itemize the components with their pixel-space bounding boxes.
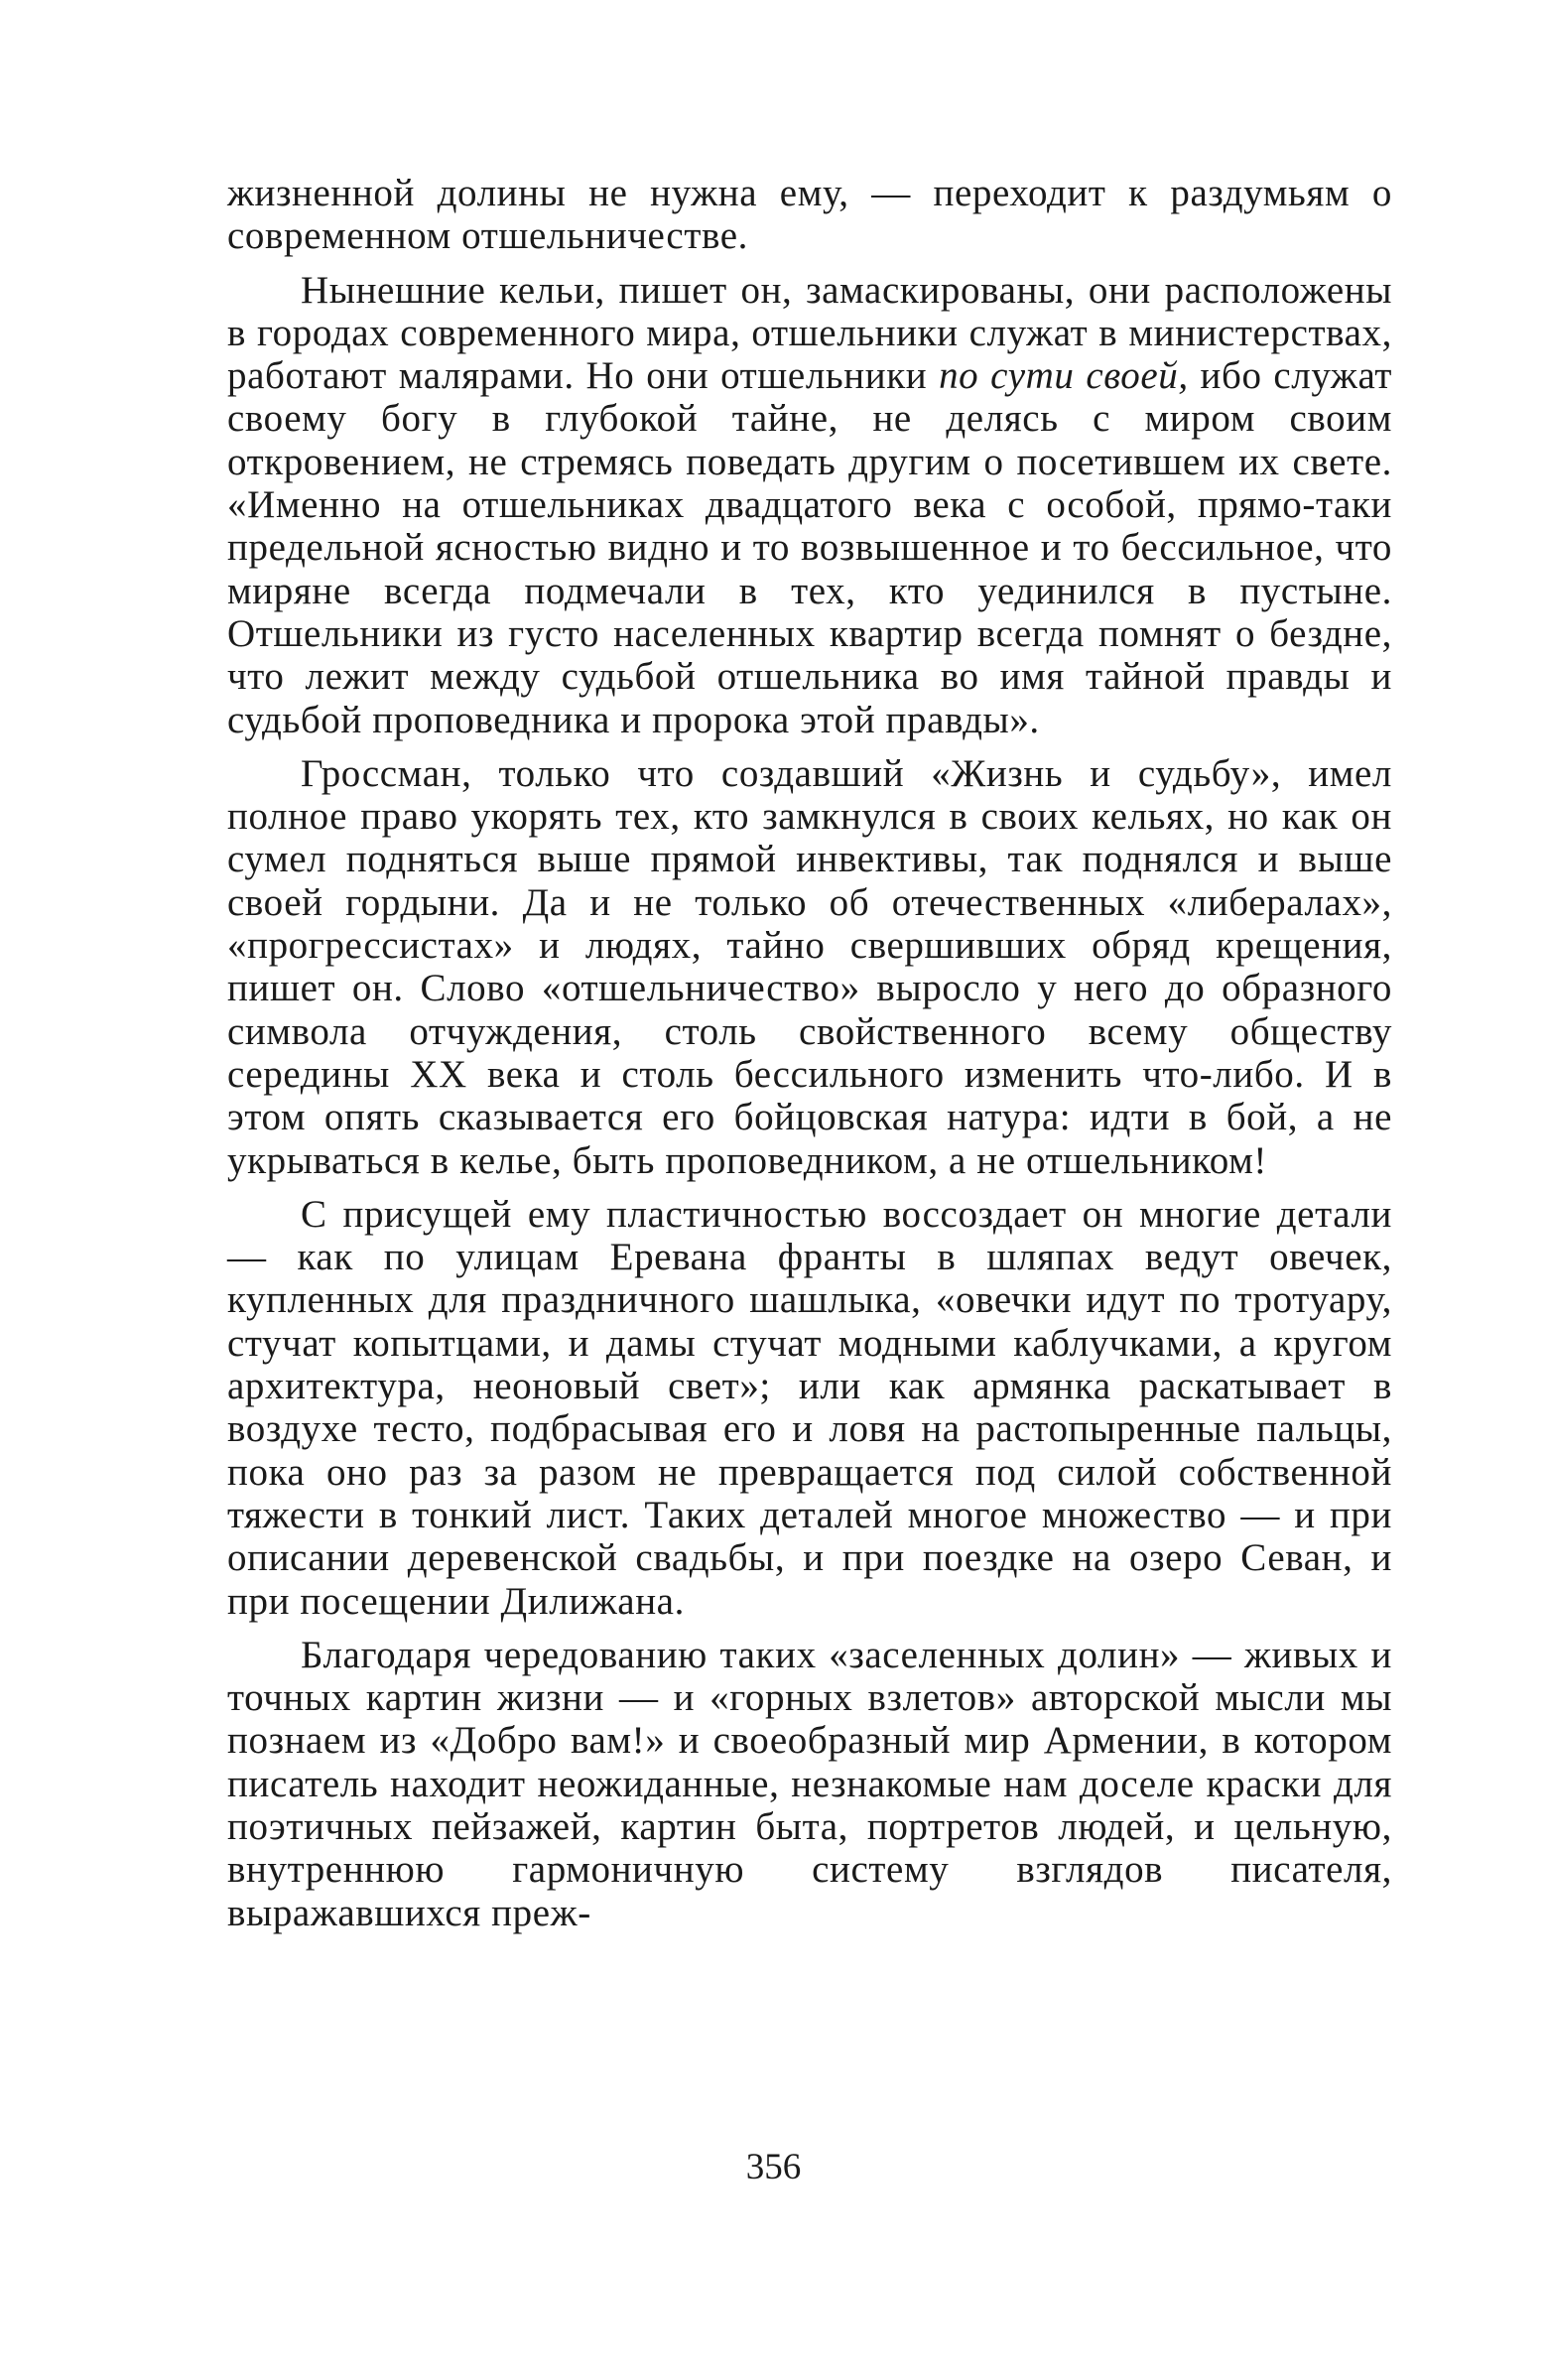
paragraph-armenia: Благодаря чередованию таких «заселенных долин» — живых и точных картин жизни — и «горных взлетов» авторской мысли мы познаем из «Добро вам!» и своеобразный мир Армении, в котором писатель находит неожиданные, незнакомые нам доселе краски для поэтичных пейзажей, картин быта, портретов людей, и цельную, внутреннюю гармоничную систему взглядов писателя, выражавшихся преж- — [227, 1633, 1392, 1934]
paragraph-hermits-text-end: ибо служат своему богу в глубокой тайне, не делясь с миром своим откровением, не стремясь поведать другим о посетившем их свете. «Именно на отшельниках двадцатого века с особой, прямо-таки предельной ясностью видно и то возвышенное и то бессильное, что миряне всегда подмечали в тех, кто уединился в пустыне. Отшельники из густо населенных квартир всегда помнят о бездне, что лежит между судьбой отшельника во имя тайной правды и судьбой проповедника и пророка этой правды». — [227, 354, 1393, 741]
paragraph-grossman: Гроссман, только что создавший «Жизнь и судьбу», имел полное право укорять тех, кто замкнулся в своих кельях, но как он сумел подняться выше прямой инвективы, так поднялся и выше своей гордыни. Да и не только об отечественных «либералах», «прогрессистах» и людях, тайно свершивших обряд крещения, пишет он. Слово «отшельничество» выросло у него до образного символа отчуждения, столь свойственного всему обществу середины XX века и столь бессильного изменить что-либо. И в этом опять сказывается его бойцовская натура: идти в бой, а не укрываться в келье, быть проповедником, а не отшельником! — [227, 751, 1392, 1182]
paragraph-hermits — [227, 269, 1392, 741]
page-number: 356 — [745, 2147, 802, 2187]
page-body — [227, 172, 1392, 1934]
paragraph-hermits-text-start: Нынешние кельи, пишет он, замаскированы, они расположены в городах современного мира, отшельники служат в министерствах, работают малярами. Но они отшельники — [227, 268, 1392, 398]
paragraph-hermits-italic: по сути своей, — [939, 354, 1189, 398]
paragraph-details: С присущей ему пластичностью воссоздает он многие детали — как по улицам Еревана франты в шляпах ведут овечек, купленных для праздничного шашлыка, «овечки идут по тротуару, стучат копытцами, и дамы стучат модными каблучками, а кругом архитектура, неоновый свет»; или как армянка раскатывает в воздухе тесто, подбрасывая его и ловя на растопыренные пальцы, пока оно раз за разом не превращается под силой собственной тяжести в тонкий лист. Таких деталей многое множество — и при описании деревенской свадьбы, и при поездке на озеро Севан, и при посещении Дилижана. — [227, 1192, 1392, 1623]
paragraph-continuation: жизненной долины не нужна ему, — переходит к раздумьям о современном отшельничестве. — [227, 172, 1392, 258]
